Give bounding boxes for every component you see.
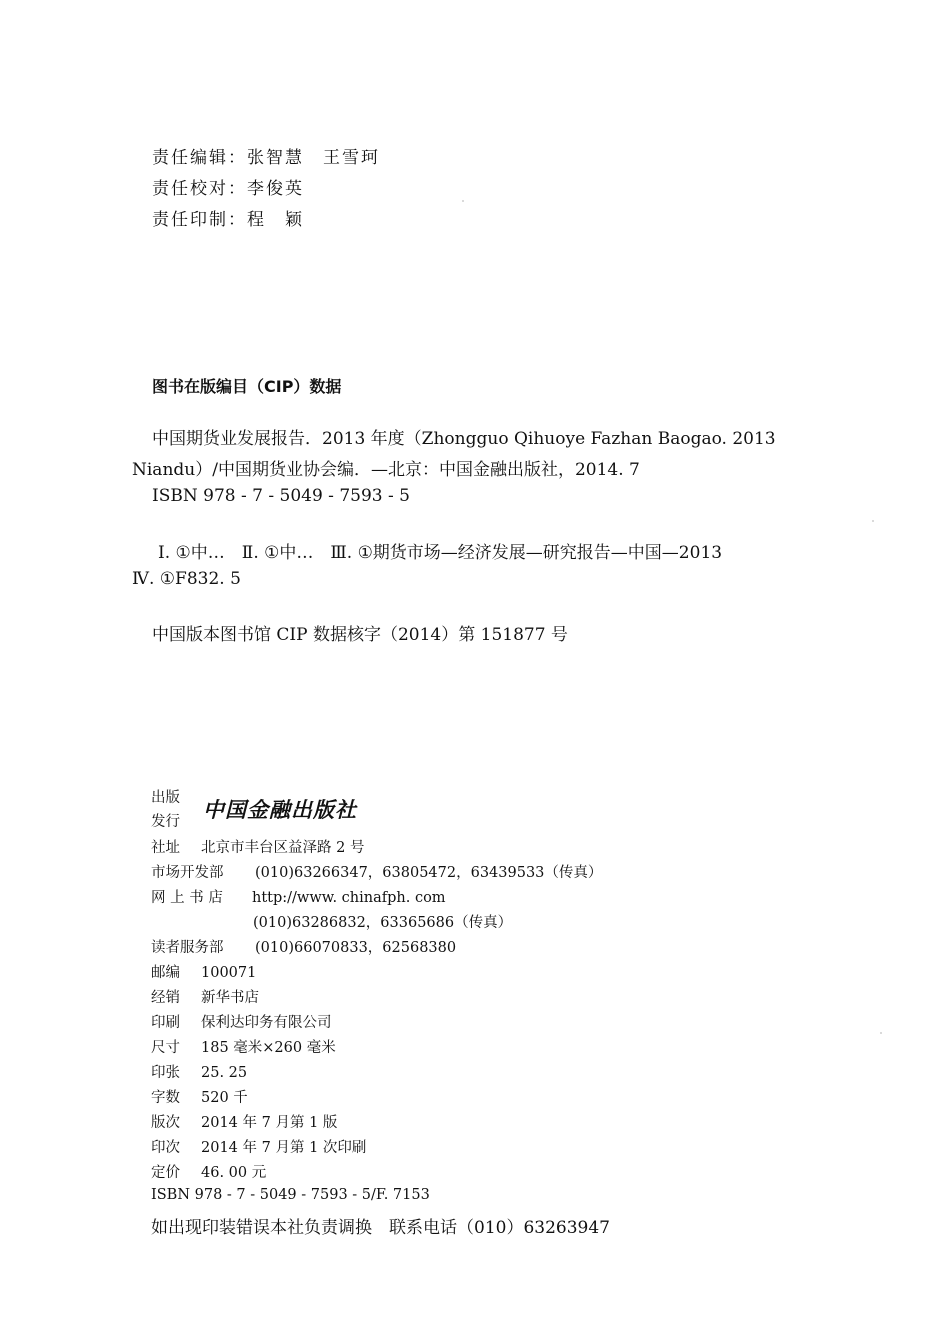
row-label: 社址 [151,840,180,856]
row-label: 读者服务部 [151,940,224,956]
row-value: (010)66070833，62568380 [255,940,457,956]
publisher-row-postcode [151,961,256,982]
row-value: 保利达印务有限公司 [201,1015,332,1031]
row-value: 北京市丰台区益泽路 2 号 [201,840,365,856]
cip-isbn: ISBN 978 - 7 - 5049 - 7593 - 5 [152,486,410,506]
cip-title-line1: 中国期货业发展报告．2013 年度（Zhongguo Qihuoye Fazhan Baogao. 2013 [152,429,776,449]
publisher-isbn-full: ISBN 978 - 7 - 5049 - 7593 - 5/F. 7153 [151,1187,430,1203]
row-value: 25. 25 [201,1065,248,1081]
cip-title-line2: Niandu）/中国期货业协会编．—北京：中国金融出版社，2014. 7 [132,460,640,480]
row-value: 520 千 [201,1090,248,1106]
publisher-label-bottom: 发行 [151,814,180,830]
publisher-row-reader-service [151,936,456,957]
publisher-row-address [151,836,364,857]
row-label: 字数 [151,1090,180,1106]
publisher-row-size [151,1036,336,1057]
row-label: 市场开发部 [151,865,224,881]
row-label: 版次 [151,1115,180,1131]
row-value: http://www. chinafph. com [252,890,446,906]
row-value: (010)63266347，63805472，63439533（传真） [255,865,603,881]
publisher-row-price [151,1161,266,1182]
cip-approval-number: 中国版本图书馆 CIP 数据核字（2014）第 151877 号 [152,625,568,645]
row-label: 印次 [151,1140,180,1156]
publisher-row-word-count [151,1086,248,1107]
staff-editor [152,143,380,168]
staff-proofreader [152,174,304,199]
row-value: 2014 年 7 月第 1 版 [201,1115,338,1131]
publisher-row-edition [151,1111,337,1132]
cip-heading: 图书在版编目（CIP）数据 [152,377,342,396]
publisher-row-printer [151,1011,332,1032]
scan-speck [462,200,464,202]
row-label: 网 上 书 店 [151,890,223,906]
staff-printing-label: 责任印制： [152,210,247,230]
row-label: 邮编 [151,965,180,981]
row-label: 定价 [151,1165,180,1181]
staff-editor-label: 责任编辑： [152,148,247,168]
staff-printing-value: 程 颖 [247,210,304,230]
cip-classification-line1: Ⅰ. ①中… Ⅱ. ①中… Ⅲ. ①期货市场—经济发展—研究报告—中国—2013 [158,543,723,563]
publisher-row-online-store-phone [253,911,512,932]
publisher-row-sheets [151,1061,247,1082]
publisher-notice: 如出现印装错误本社负责调换 联系电话（010）63263947 [151,1218,610,1238]
row-value: 新华书店 [201,990,259,1006]
publisher-row-marketing [151,861,602,882]
row-label: 经销 [151,990,180,1006]
publisher-row-online-store [151,886,446,907]
row-value: 100071 [201,965,257,981]
row-label: 尺寸 [151,1040,180,1056]
publisher-row-distributor [151,986,259,1007]
scan-speck [872,520,874,522]
staff-proofreader-value: 李俊英 [247,179,304,199]
row-value: 2014 年 7 月第 1 次印刷 [201,1140,367,1156]
publisher-logo: 中国金融出版社 [203,797,357,822]
row-label: 印张 [151,1065,180,1081]
row-value: (010)63286832，63365686（传真） [253,915,513,931]
row-value: 185 毫米×260 毫米 [201,1040,336,1056]
row-value: 46. 00 元 [201,1165,267,1181]
staff-editor-value: 张智慧 王雪珂 [247,148,380,168]
publisher-row-printing [151,1136,366,1157]
publisher-label-top: 出版 [151,790,180,806]
cip-classification-line2: Ⅳ. ①F832. 5 [132,569,241,589]
row-label: 印刷 [151,1015,180,1031]
staff-printing [152,205,304,230]
staff-proofreader-label: 责任校对： [152,179,247,199]
scan-speck [880,1032,882,1034]
publisher-label [151,786,180,834]
